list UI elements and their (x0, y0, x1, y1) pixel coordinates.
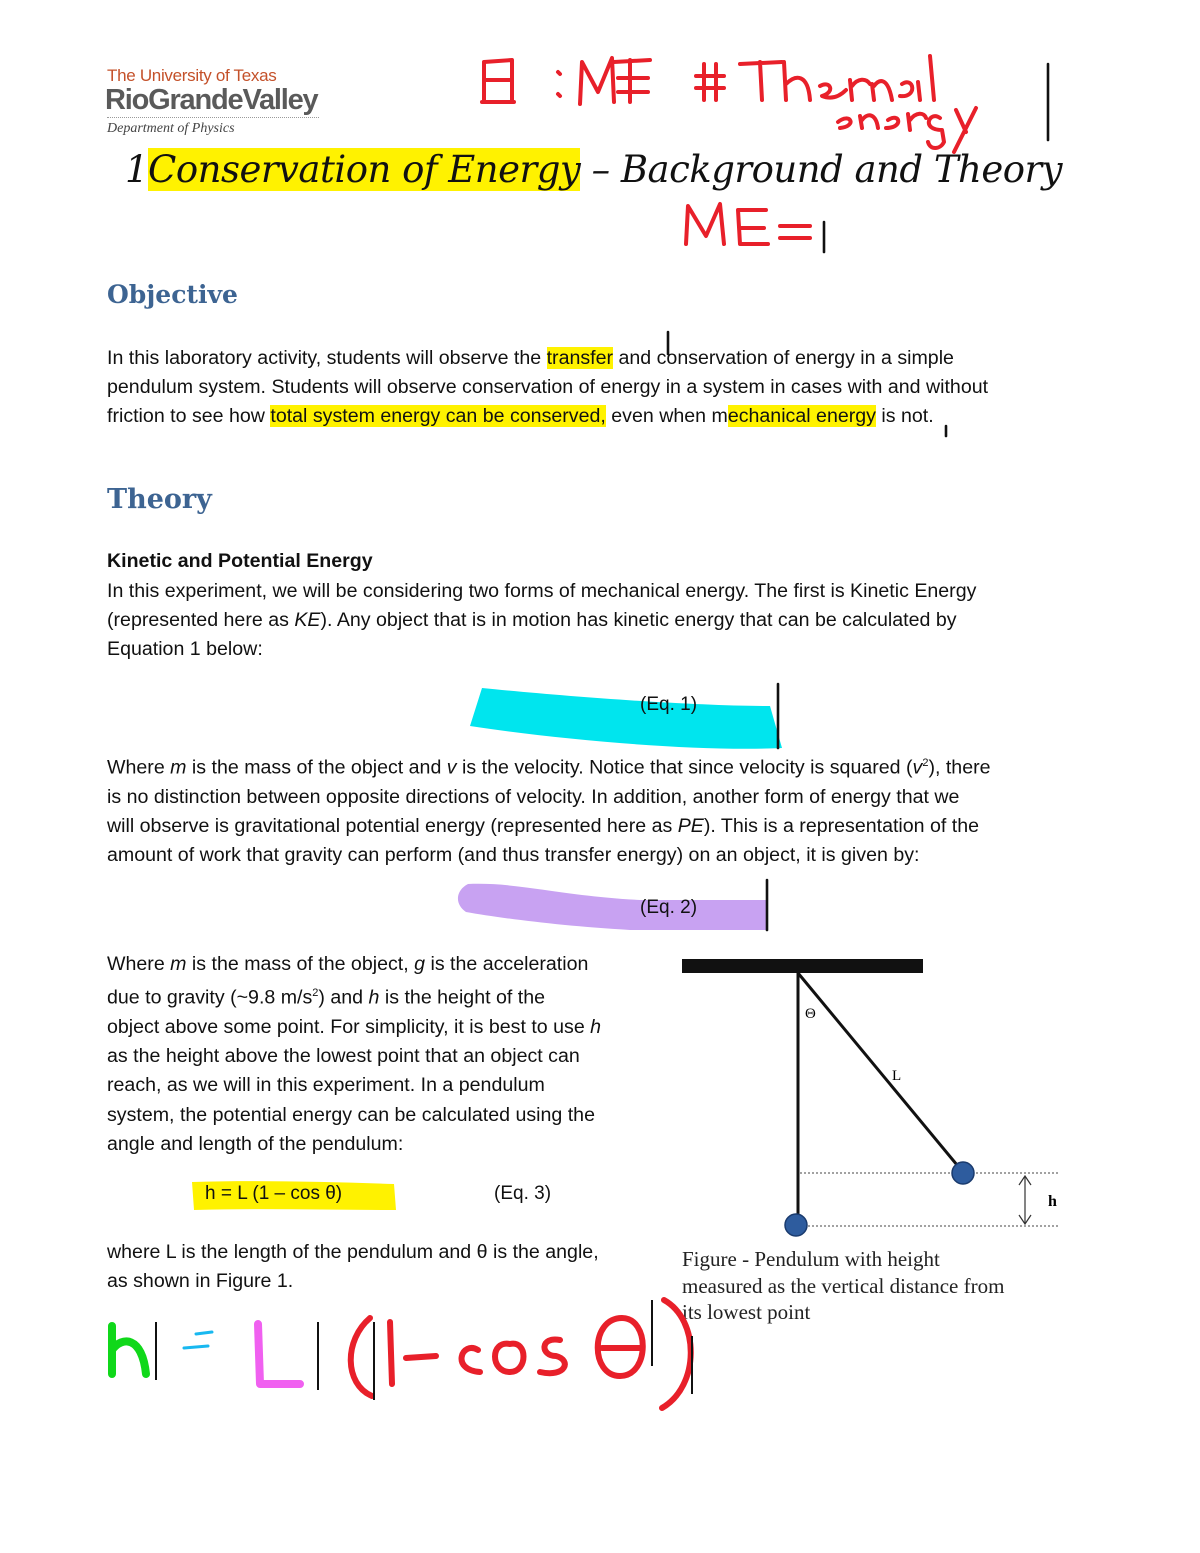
pendulum-bob-raised (952, 1162, 974, 1184)
eq3-label: (Eq. 3) (494, 1183, 552, 1204)
title-number: 1 (125, 148, 149, 191)
department-name: Department of Physics (107, 121, 235, 136)
university-name-line1: The University of Texas (107, 66, 277, 85)
objective-heading: Objective (107, 280, 238, 309)
theory-paragraph-2: Where m is the mass of the object and v is the velocity. Notice that since velocity is squared $(v^2)$, there is no distinction between opposite directions of velocity. In addition, another form of energy that we will observe is gravitational potential energy (represented here as PE). This is a representation of the amount of work that gravity can perform (and thus transfer energy) on an object, it is given by: (107, 756, 991, 867)
pendulum-figure (670, 940, 1090, 1250)
eq1-label: (Eq. 1) (640, 694, 698, 715)
eq3-formula: h = L (1 – cos θ) (205, 1183, 343, 1204)
length-label: L (892, 1068, 902, 1084)
objective-line-1: In this laboratory activity, students will observe the transfer and conservation of energy in a simple (107, 347, 954, 369)
theta-label: Θ (805, 1006, 816, 1022)
theory-heading: Theory (107, 484, 212, 515)
height-label: h (1048, 1193, 1057, 1210)
theory-paragraph-1: In this experiment, we will be considering two forms of mechanical energy. The first is Kinetic Energy (represented here as KE). Any object that is in motion has kinetic energy that can be calculated by Equation 1 below: (107, 580, 977, 661)
logo-divider (107, 117, 319, 118)
pendulum-support-bar (682, 959, 923, 973)
eq2-label: (Eq. 2) (640, 897, 698, 918)
lilac-marker-stroke (458, 884, 768, 930)
page-title (125, 148, 1062, 191)
cyan-marker-stroke (470, 688, 782, 749)
theory-subheading: Kinetic and Potential Energy (107, 550, 373, 572)
title-highlighted: Conservation of Energy (148, 148, 581, 191)
objective-line-2: pendulum system. Students will observe conservation of energy in a system in cases with and without (107, 376, 989, 399)
pendulum-bob-lowest (785, 1214, 807, 1236)
title-rest: – Background and Theory (580, 148, 1063, 191)
objective-paragraph (107, 344, 988, 432)
theory-paragraph-3: Where m is the mass of the object, g is the acceleration due to gravity (~9.8 $m/s^2$) and h is the height of the object above some point. For simplicity, it is best to use h as the height above the lowest point that an object can reach, as we will in this experiment. In a pendulum system, the potential energy can be calculated using the angle and length of the pendulum: (107, 953, 602, 1155)
pendulum-string (798, 973, 962, 1171)
figure-caption: Figure - Pendulum with height measured as the vertical distance from its lowest point (682, 1247, 1005, 1324)
theory-paragraph-4: where L is the length of the pendulum and θ is the angle, as shown in Figure 1. (107, 1241, 599, 1293)
objective-line-3: friction to see how total system energy can be conserved, even when mechanical energy is not. (107, 405, 934, 428)
university-name-line2: RioGrandeValley (105, 84, 318, 116)
